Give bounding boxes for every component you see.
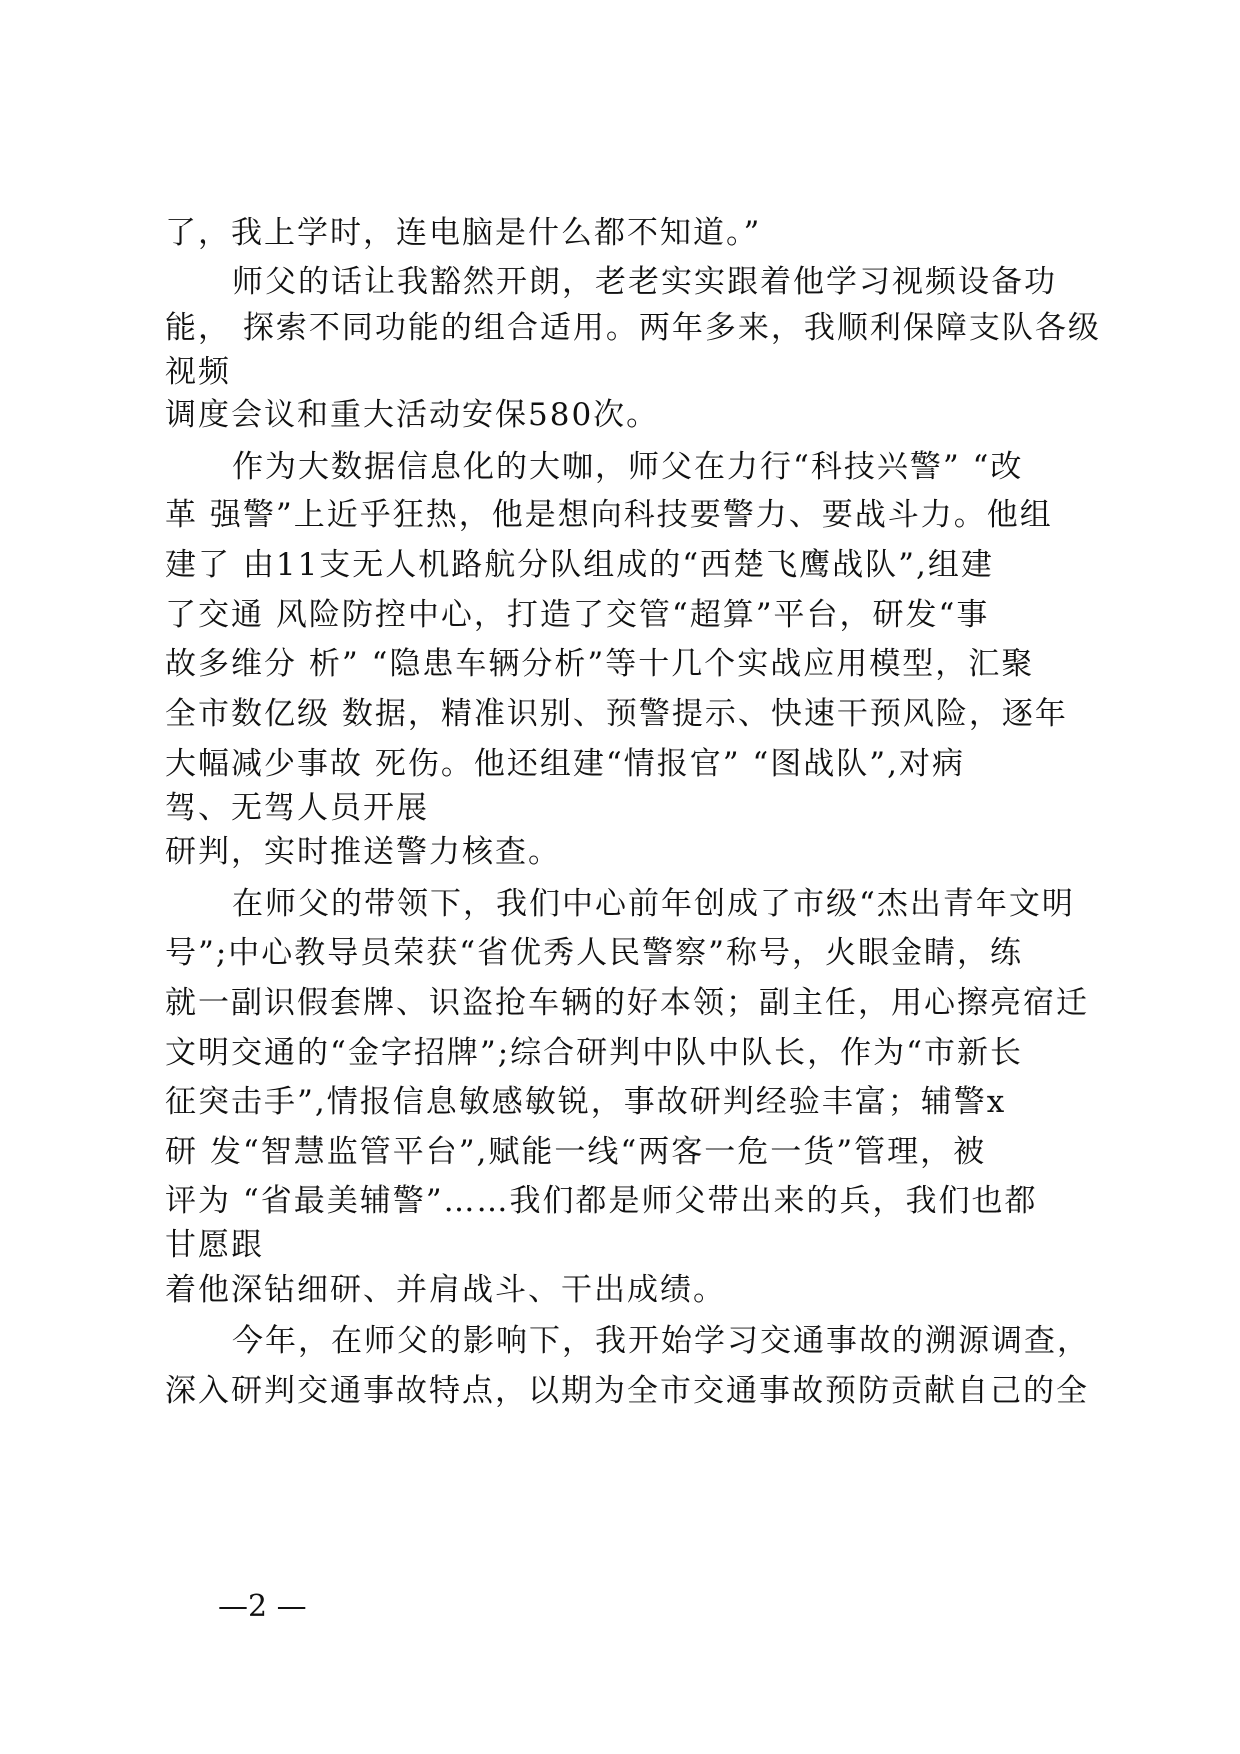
text-line: 今年，在师父的影响下，我开始学习交通事故的溯源调查， xyxy=(232,1323,1090,1359)
text-line: 大幅减少事故 死伤。他还组建“情报官” “图战队”,对病 xyxy=(165,746,965,782)
text-line: 驾、无驾人员开展 xyxy=(165,790,429,826)
text-line: 了交通 风险防控中心，打造了交管“超算”平台，研发“事 xyxy=(165,597,990,633)
text-line: 故多维分 析” “隐患车辆分析”等十几个实战应用模型，汇聚 xyxy=(165,646,1035,682)
text-line: 调度会议和重大活动安保580次。 xyxy=(165,397,660,433)
text-line: 在师父的带领下，我们中心前年创成了市级“杰出青年文明 xyxy=(232,886,1075,922)
text-line: 全市数亿级 数据，精准识别、预警提示、快速干预风险，逐年 xyxy=(165,696,1068,732)
text-line: 甘愿跟 xyxy=(165,1227,264,1263)
text-line: 视频 xyxy=(165,354,231,390)
text-line: 文明交通的“金字招牌”;综合研判中队中队长，作为“市新长 xyxy=(165,1035,1023,1071)
text-line: 就一副识假套牌、识盗抢车辆的好本领；副主任，用心擦亮宿迁 xyxy=(165,985,1089,1021)
text-line: 研判，实时推送警力核查。 xyxy=(165,834,561,870)
text-line: 建了 由11支无人机路航分队组成的“西楚飞鹰战队”,组建 xyxy=(165,547,994,583)
text-line: 征突击手”,情报信息敏感敏锐，事故研判经验丰富；辅警x xyxy=(165,1084,1007,1120)
text-line: 能， 探索不同功能的组合适用。两年多来，我顺利保障支队各级 xyxy=(165,310,1101,346)
text-line: 着他深钻细研、并肩战斗、干出成绩。 xyxy=(165,1272,726,1308)
text-line: 师父的话让我豁然开朗，老老实实跟着他学习视频设备功 xyxy=(232,264,1057,300)
text-line: 了，我上学时，连电脑是什么都不知道。” xyxy=(165,215,762,251)
text-line: 作为大数据信息化的大咖，师父在力行“科技兴警” “改 xyxy=(232,449,1024,485)
text-line: 号”;中心教导员荣获“省优秀人民警察”称号，火眼金睛，练 xyxy=(165,935,1023,971)
text-line: 评为 “省最美辅警”……我们都是师父带出来的兵，我们也都 xyxy=(165,1183,1038,1219)
text-line: 研 发“智慧监管平台”,赋能一线“两客一危一货”管理，被 xyxy=(165,1134,987,1170)
page-number: —2 — xyxy=(218,1589,307,1624)
text-line: 革 强警”上近乎狂热，他是想向科技要警力、要战斗力。他组 xyxy=(165,497,1053,533)
text-line: 深入研判交通事故特点，以期为全市交通事故预防贡献自己的全 xyxy=(165,1373,1089,1409)
